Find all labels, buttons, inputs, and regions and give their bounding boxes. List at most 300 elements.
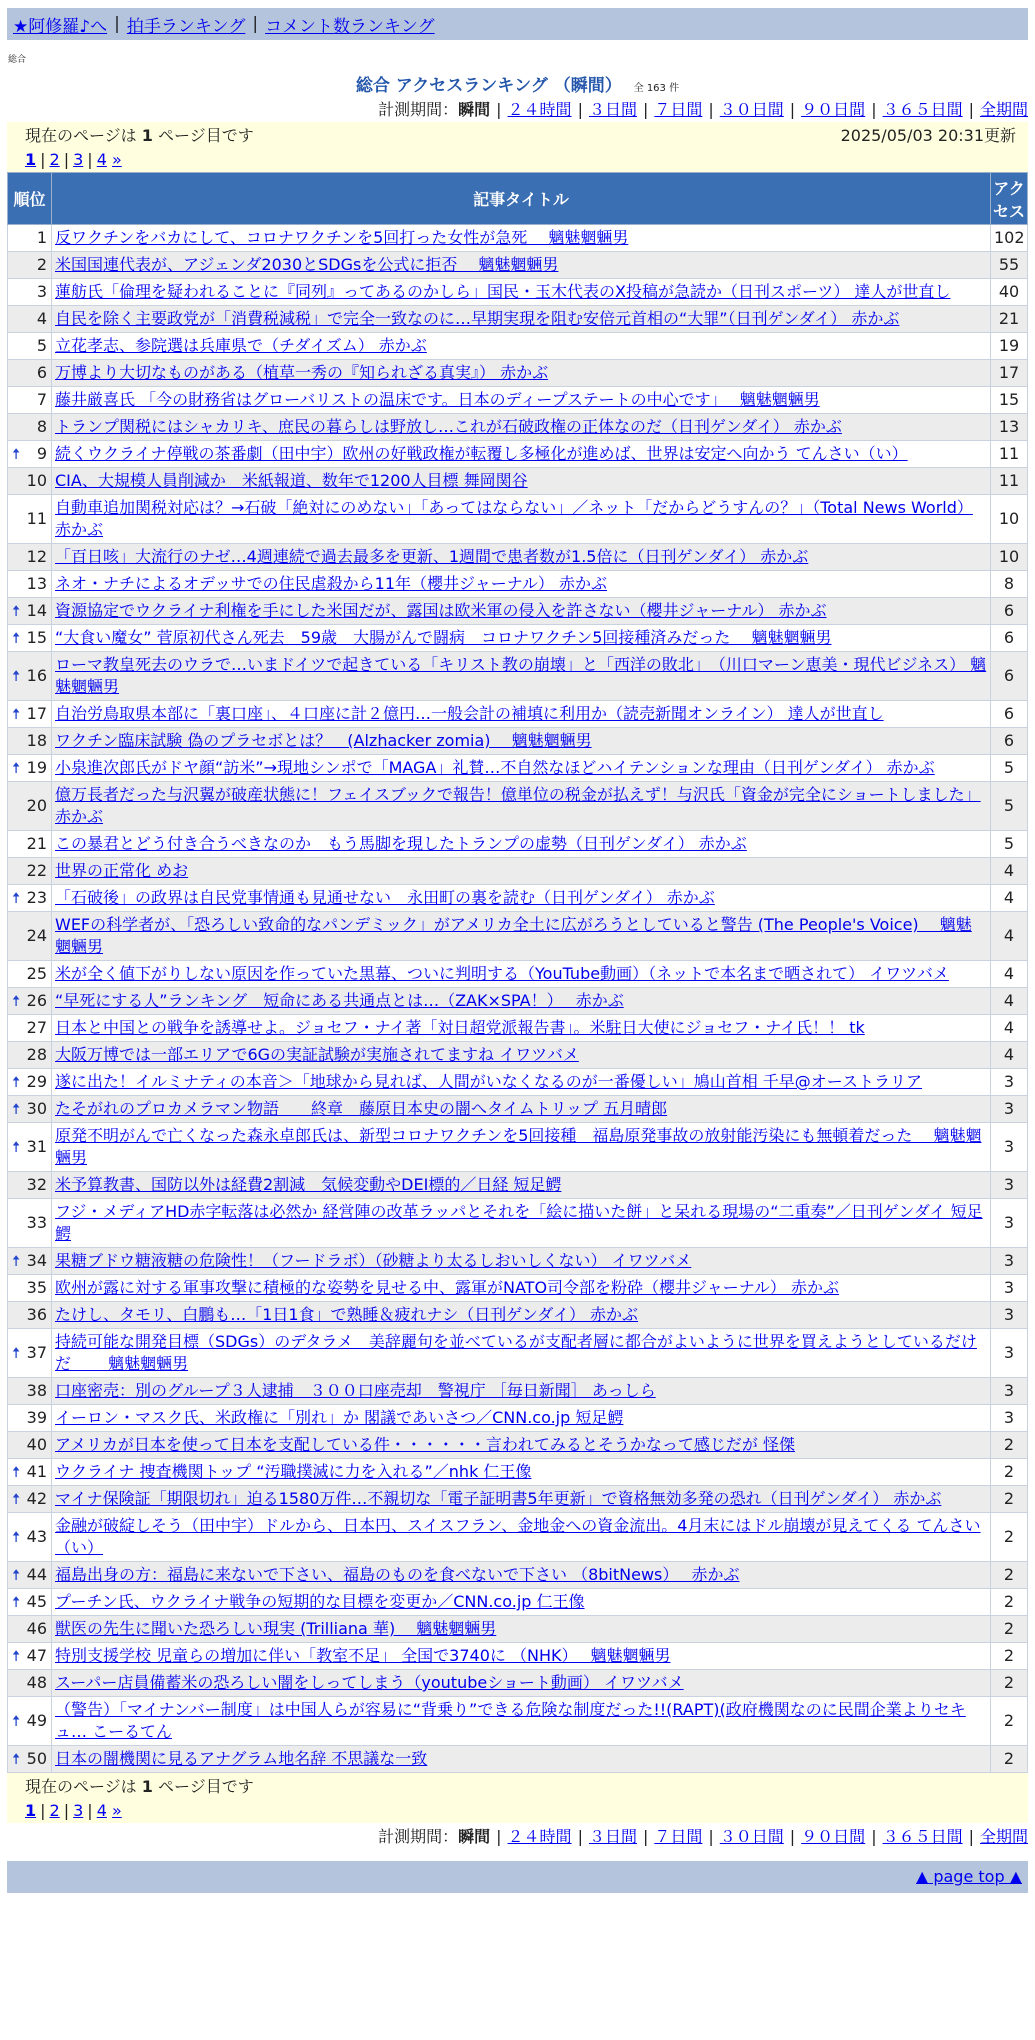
- article-title-link[interactable]: “早死にする人”ランキング 短命にある共通点とは…（ZAK×SPA！） 赤かぶ: [55, 991, 624, 1010]
- count-cell: 6: [991, 625, 1028, 652]
- title-cell: [52, 1069, 991, 1096]
- next-page-link[interactable]: »: [111, 1801, 122, 1820]
- title-cell: [52, 1562, 991, 1589]
- count-cell: 5: [991, 755, 1028, 782]
- rank-cell: [8, 360, 52, 387]
- rank-number: 3: [36, 282, 47, 301]
- title-cell: [52, 728, 991, 755]
- title-cell: [52, 468, 991, 495]
- title-cell: [52, 1643, 991, 1670]
- table-header-row: [8, 173, 1028, 225]
- title-cell: [52, 1432, 991, 1459]
- article-title-link[interactable]: 金融が破綻しそう（田中宇）ドルから、日本円、スイスフラン、金地金への資金流出。4月末にはドル崩壊が見えてくる てんさい（い）: [55, 1516, 981, 1557]
- period-separator: |: [789, 100, 796, 119]
- title-cell: [52, 1513, 991, 1562]
- nav-separator: |: [252, 14, 259, 34]
- count-cell: 2: [991, 1513, 1028, 1562]
- period-current: 瞬間: [458, 100, 491, 119]
- article-title-link[interactable]: アメリカが日本を使って日本を支配している件・・・・・・言われてみるとそうかなって感じだが 怪傑: [55, 1435, 795, 1454]
- rank-cell: [8, 387, 52, 414]
- period-link[interactable]: ３日間: [588, 1827, 637, 1846]
- rank-number: 41: [26, 1462, 47, 1481]
- table-row: [8, 306, 1028, 333]
- pager-top: [7, 122, 1028, 172]
- rank-up-icon: 🠅: [12, 1100, 21, 1118]
- title-cell: [52, 988, 991, 1015]
- rank-up-icon: 🠅: [12, 667, 21, 685]
- rank-number: 7: [36, 390, 47, 409]
- rank-number: 20: [26, 796, 47, 815]
- rank-cell: [8, 858, 52, 885]
- title-header: 記事タイトル: [52, 173, 991, 225]
- article-title-link[interactable]: 「百日咳」大流行のナゼ…4週連続で過去最多を更新、1週間で患者数が1.5倍に（日刊ゲンダイ） 赤かぶ: [55, 547, 809, 566]
- rank-cell: [8, 252, 52, 279]
- title-cell: [52, 544, 991, 571]
- article-title-link[interactable]: 資源協定でウクライナ利権を手にした米国だが、露国は欧米軍の侵入を許さない（櫻井ジャーナル） 赤かぶ: [55, 601, 827, 620]
- article-title-link[interactable]: 獣医の先生に聞いた恐ろしい現実 (Trilliana 華) 魑魅魍魎男: [55, 1619, 497, 1638]
- rank-up-icon: 🠅: [12, 1490, 21, 1508]
- rank-cell: [8, 1275, 52, 1302]
- page-links: [25, 148, 1016, 172]
- rank-number: 15: [26, 628, 47, 647]
- rank-number: 17: [26, 704, 47, 723]
- count-cell: 10: [991, 544, 1028, 571]
- rank-cell: [8, 1199, 52, 1248]
- period-link[interactable]: ３６５日間: [882, 100, 963, 119]
- table-row: [8, 831, 1028, 858]
- period-separator: |: [642, 1827, 649, 1846]
- title-cell: [52, 1459, 991, 1486]
- table-row: [8, 1015, 1028, 1042]
- rank-number: 14: [26, 601, 47, 620]
- table-row: [8, 495, 1028, 544]
- rank-number: 50: [26, 1749, 47, 1768]
- rank-number: 27: [26, 1018, 47, 1037]
- article-title-link[interactable]: 立花孝志、参院選は兵庫県で（チダイズム） 赤かぶ: [55, 336, 427, 355]
- count-cell: 3: [991, 1172, 1028, 1199]
- next-page-link[interactable]: »: [111, 150, 122, 169]
- rank-number: 10: [26, 471, 47, 490]
- updated-timestamp: 2025/05/03 20:31更新: [840, 126, 1016, 145]
- pager-status: [25, 124, 1016, 148]
- period-link[interactable]: ７日間: [654, 100, 703, 119]
- table-row: [8, 279, 1028, 306]
- title-cell: [52, 1123, 991, 1172]
- article-title-link[interactable]: 米予算教書、国防以外は経費2割減 気候変動やDEI標的／日経 短足鰐: [55, 1175, 562, 1194]
- count-cell: 2: [991, 1670, 1028, 1697]
- count-cell: 8: [991, 571, 1028, 598]
- count-cell: 3: [991, 1378, 1028, 1405]
- rank-cell: [8, 1746, 52, 1773]
- table-row: [8, 571, 1028, 598]
- rank-header: 順位: [8, 173, 52, 225]
- rank-number: 16: [26, 666, 47, 685]
- table-row: [8, 1746, 1028, 1773]
- title-cell: [52, 306, 991, 333]
- article-title-link[interactable]: 米国国連代表が、アジェンダ2030とSDGsを公式に拒否 魑魅魍魎男: [55, 255, 559, 274]
- count-cell: 15: [991, 387, 1028, 414]
- table-row: [8, 1513, 1028, 1562]
- rank-number: 32: [26, 1175, 47, 1194]
- rank-cell: [8, 885, 52, 912]
- rank-number: 21: [26, 834, 47, 853]
- rank-cell: [8, 1172, 52, 1199]
- period-link[interactable]: ３日間: [588, 100, 637, 119]
- rank-number: 26: [26, 991, 47, 1010]
- period-current: 瞬間: [458, 1827, 491, 1846]
- article-title-link[interactable]: CIA、大規模人員削減か 米紙報道、数年で1200人目標 舞岡関谷: [55, 471, 528, 490]
- period-separator: |: [789, 1827, 796, 1846]
- count-cell: 3: [991, 1405, 1028, 1432]
- article-title-link[interactable]: たそがれのプロカメラマン物語 終章 藤原日本史の闇へタイムトリップ 五月晴郎: [55, 1099, 668, 1118]
- title-cell: [52, 1275, 991, 1302]
- rank-up-icon: 🠅: [12, 1528, 21, 1546]
- page-status-text: [25, 124, 254, 148]
- count-cell: 3: [991, 1123, 1028, 1172]
- title-cell: [52, 1199, 991, 1248]
- period-link[interactable]: 全期間: [979, 100, 1028, 119]
- rank-cell: [8, 1486, 52, 1513]
- table-row: [8, 1562, 1028, 1589]
- count-cell: 2: [991, 1589, 1028, 1616]
- article-title-link[interactable]: 果糖ブドウ糖液糖の危険性！（フードラボ）（砂糖より太るしおいしくない） イワツバメ: [55, 1251, 692, 1270]
- article-title-link[interactable]: 福島出身の方：福島に来ないで下さい、福島のものを食べないで下さい （8bitNews） 赤かぶ: [55, 1565, 740, 1584]
- article-title-link[interactable]: 口座密売：別のグループ３人逮捕 ３００口座売却 警視庁 ［毎日新聞］ あっしら: [55, 1381, 656, 1400]
- table-row: [8, 1199, 1028, 1248]
- page-link[interactable]: 2: [49, 150, 60, 169]
- article-title-link[interactable]: 持続可能な開発目標（SDGs）のデタラメ 美辞麗句を並べているが支配者層に都合がよいように世界を買えようとしているだけだ 魑魅魍魎男: [55, 1332, 977, 1373]
- rank-cell: [8, 279, 52, 306]
- rank-number: 8: [36, 417, 47, 436]
- title-cell: [52, 1670, 991, 1697]
- count-cell: 4: [991, 988, 1028, 1015]
- page-link[interactable]: 2: [49, 1801, 60, 1820]
- rank-cell: [8, 333, 52, 360]
- ranking-table: [7, 172, 1028, 1773]
- rank-up-icon: 🠅: [12, 1344, 21, 1362]
- count-cell: 21: [991, 306, 1028, 333]
- title-cell: [52, 571, 991, 598]
- article-title-link[interactable]: 特別支援学校 児童らの増加に伴い「教室不足」 全国で3740に （NHK） 魑魅魍魎男: [55, 1646, 671, 1665]
- article-title-link[interactable]: 自動車追加関税対応は？→石破「絶対にのめない」「あってはならない」／ネット「だからどうすんの？」（Total News World） 赤かぶ: [55, 498, 973, 539]
- table-row: [8, 1405, 1028, 1432]
- table-row: [8, 1670, 1028, 1697]
- pager-status: [25, 1775, 1016, 1799]
- title-cell: [52, 387, 991, 414]
- rank-number: 30: [26, 1099, 47, 1118]
- article-title-link[interactable]: 万博より大切なものがある（植草一秀の『知られざる真実』） 赤かぶ: [55, 363, 549, 382]
- table-row: [8, 728, 1028, 755]
- rank-number: 39: [26, 1408, 47, 1427]
- rank-cell: [8, 1405, 52, 1432]
- period-separator: |: [708, 100, 714, 119]
- period-link[interactable]: ３６５日間: [882, 1827, 963, 1846]
- article-title-link[interactable]: スーパー店員備蓄米の恐ろしい闇をしってしまう（youtubeショート動画） イワツバメ: [55, 1673, 684, 1692]
- rank-number: 49: [26, 1711, 47, 1730]
- table-row: [8, 1172, 1028, 1199]
- count-cell: 6: [991, 701, 1028, 728]
- page-separator: |: [63, 1801, 70, 1820]
- table-row: [8, 858, 1028, 885]
- article-title-link[interactable]: 遂に出た！イルミナティの本音＞「地球から見れば、人間がいなくなるのが一番優しい」鳩山首相 千早@オーストラリア: [55, 1072, 923, 1091]
- rank-cell: [8, 728, 52, 755]
- page-link[interactable]: 4: [96, 1801, 107, 1820]
- title-cell: [52, 1248, 991, 1275]
- rank-number: 34: [26, 1251, 47, 1270]
- table-row: [8, 1275, 1028, 1302]
- rank-number: 43: [26, 1527, 47, 1546]
- title-cell: [52, 414, 991, 441]
- table-row: [8, 961, 1028, 988]
- rank-number: 40: [26, 1435, 47, 1454]
- article-title-link[interactable]: ワクチン臨床試験 偽のプラセボとは？ (Alzhacker zomia) 魑魅魍魎男: [55, 731, 592, 750]
- rank-number: 28: [26, 1045, 47, 1064]
- article-title-link[interactable]: ウクライナ 捜査機関トップ “汚職撲滅に力を入れる”／nhk 仁王像: [55, 1462, 532, 1481]
- rank-cell: [8, 1616, 52, 1643]
- page-separator: |: [87, 150, 93, 169]
- article-title-link[interactable]: 自治労鳥取県本部に「裏口座」、４口座に計２億円…一般会計の補填に利用か（読売新聞オンライン） 達人が世直し: [55, 704, 884, 723]
- title-cell: [52, 755, 991, 782]
- section-label: 総合: [8, 55, 27, 65]
- page-text-before: 現在のページは: [25, 126, 137, 145]
- period-link[interactable]: ２４時間: [507, 1827, 572, 1846]
- page-separator: |: [87, 1801, 93, 1820]
- rank-cell: [8, 988, 52, 1015]
- table-row: [8, 1459, 1028, 1486]
- period-link[interactable]: ９０日間: [801, 1827, 866, 1846]
- period-link[interactable]: 全期間: [979, 1827, 1028, 1846]
- rank-cell: [8, 755, 52, 782]
- rank-cell: [8, 598, 52, 625]
- article-title-link[interactable]: WEFの科学者が、「恐ろしい致命的なパンデミック」がアメリカ全土に広がろうとしていると警告 (The People's Voice) 魑魅魍魎男: [55, 915, 972, 956]
- rank-cell: [8, 1248, 52, 1275]
- count-cell: 13: [991, 414, 1028, 441]
- page-separator: |: [40, 150, 46, 169]
- count-cell: 2: [991, 1459, 1028, 1486]
- period-separator: |: [496, 1827, 502, 1846]
- page-text-after: ページ目です: [158, 1777, 254, 1796]
- rank-number: 5: [36, 336, 47, 355]
- article-title-link[interactable]: 原発不明がんで亡くなった森永卓郎氏は、新型コロナワクチンを5回接種 福島原発事故の放射能汚染にも無頓着だった 魑魅魍魎男: [55, 1126, 982, 1167]
- top-nav-bar: [7, 8, 1028, 40]
- count-cell: 10: [991, 495, 1028, 544]
- rank-number: 42: [26, 1489, 47, 1508]
- rank-cell: [8, 1302, 52, 1329]
- rank-up-icon: 🠅: [12, 1138, 21, 1156]
- rank-number: 46: [26, 1619, 47, 1638]
- table-row: [8, 1329, 1028, 1378]
- applause-ranking-link[interactable]: 拍手ランキング: [126, 16, 246, 37]
- page-top-link[interactable]: ▲ page top ▲: [915, 1867, 1022, 1886]
- rank-number: 9: [36, 444, 47, 463]
- title-cell: [52, 495, 991, 544]
- rank-cell: [8, 1643, 52, 1670]
- table-row: [8, 598, 1028, 625]
- title-cell: [52, 333, 991, 360]
- title-cell: [52, 441, 991, 468]
- rank-cell: [8, 1459, 52, 1486]
- rank-cell: [8, 571, 52, 598]
- count-cell: 19: [991, 333, 1028, 360]
- rank-cell: [8, 1378, 52, 1405]
- rank-up-icon: 🠅: [12, 705, 21, 723]
- title-cell: [52, 1329, 991, 1378]
- period-separator: |: [642, 100, 649, 119]
- rank-number: 1: [36, 228, 47, 247]
- article-title-link[interactable]: フジ・メディアHD赤字転落は必然か 経営陣の改革ラッパとそれを「絵に描いた餅」と呆れる現場の“二重奏”／日刊ゲンダイ 短足鰐: [55, 1202, 983, 1243]
- rank-up-icon: 🠅: [12, 759, 21, 777]
- period-link[interactable]: ３０日間: [719, 100, 784, 119]
- article-title-link[interactable]: “大食い魔女” 菅原初代さん死去 59歳 大腸がんで闘病 コロナワクチン5回接種済みだった 魑魅魍魎男: [55, 628, 832, 647]
- article-title-link[interactable]: 日本と中国との戦争を誘導せよ。ジョセフ・ナイ著「対日超党派報告書」。米駐日大使にジョセフ・ナイ氏！！ tk: [55, 1018, 865, 1037]
- title-cell: [52, 961, 991, 988]
- period-label: 計測期間：: [378, 1827, 459, 1846]
- count-header: アクセス: [991, 173, 1028, 225]
- article-title-link[interactable]: 日本の闇機関に見るアナグラム地名辞 不思議な一致: [55, 1749, 428, 1768]
- comment-ranking-link[interactable]: コメント数ランキング: [265, 16, 435, 37]
- home-link[interactable]: ★阿修羅♪へ: [13, 16, 108, 37]
- rank-cell: [8, 1015, 52, 1042]
- page-link[interactable]: 4: [96, 150, 107, 169]
- article-title-link[interactable]: イーロン・マスク氏、米政権に「別れ」か 閣議であいさつ／CNN.co.jp 短足鰐: [55, 1408, 624, 1427]
- page-link[interactable]: 1: [25, 1801, 37, 1820]
- title-cell: [52, 1302, 991, 1329]
- period-separator: |: [871, 1827, 877, 1846]
- title-cell: [52, 360, 991, 387]
- article-title-link[interactable]: プーチン氏、ウクライナ戦争の短期的な目標を変更か／CNN.co.jp 仁王像: [55, 1592, 585, 1611]
- page-link[interactable]: 3: [73, 1801, 84, 1820]
- title-cell: [52, 912, 991, 961]
- article-title-link[interactable]: マイナ保険証「期限切れ」迫る1580万件…不親切な「電子証明書5年更新」で資格無効多発の恐れ（日刊ゲンダイ） 赤かぶ: [55, 1489, 942, 1508]
- rank-cell: [8, 1697, 52, 1746]
- rank-number: 35: [26, 1278, 47, 1297]
- count-cell: 3: [991, 1069, 1028, 1096]
- article-title-link[interactable]: 自民を除く主要政党が「消費税減税」で完全一致なのに…早期実現を阻む安倍元首相の“大罪”（日刊ゲンダイ） 赤かぶ: [55, 309, 900, 328]
- rank-cell: [8, 1432, 52, 1459]
- article-title-link[interactable]: 小泉進次郎氏がドヤ顔“訪米”→現地シンポで「MAGA」礼賛…不自然なほどハイテンションな理由（日刊ゲンダイ） 赤かぶ: [55, 758, 935, 777]
- period-link[interactable]: ３０日間: [719, 1827, 784, 1846]
- article-title-link[interactable]: たけし、タモリ、白鵬も…「1日1食」で熟睡＆疲れナシ（日刊ゲンダイ） 赤かぶ: [55, 1305, 639, 1324]
- title-cell: [52, 279, 991, 306]
- count-cell: 4: [991, 885, 1028, 912]
- title-cell: [52, 1042, 991, 1069]
- period-separator: |: [871, 100, 877, 119]
- period-link[interactable]: ７日間: [654, 1827, 703, 1846]
- article-title-link[interactable]: 世界の正常化 めお: [55, 861, 189, 880]
- article-title-link[interactable]: この暴君とどう付き合うべきなのか もう馬脚を現したトランプの虚勢（日刊ゲンダイ） 赤かぶ: [55, 834, 747, 853]
- table-row: [8, 225, 1028, 252]
- article-title-link[interactable]: 「石破後」の政界は自民党事情通も見通せない 永田町の裏を読む（日刊ゲンダイ） 赤かぶ: [55, 888, 715, 907]
- rank-up-icon: 🠅: [12, 992, 21, 1010]
- rank-up-icon: 🠅: [12, 889, 21, 907]
- period-separator: |: [708, 1827, 714, 1846]
- rank-cell: [8, 1589, 52, 1616]
- title-cell: [52, 1616, 991, 1643]
- article-title-link[interactable]: ローマ教皇死去のウラで…いまドイツで起きている「キリスト教の崩壊」と「西洋の敗北」 （川口マーン恵美・現代ビジネス） 魑魅魍魎男: [55, 655, 987, 696]
- article-title-link[interactable]: （警告）「マイナンバー制度」は中国人らが容易に“背乗り”できる危険な制度だった!!(RAPT)(政府機関なのに民間企業よりセキュ… こーるてん: [55, 1700, 966, 1741]
- rank-number: 29: [26, 1072, 47, 1091]
- current-page-number: 1: [141, 126, 153, 145]
- article-title-link[interactable]: 藤井厳喜氏 「今の財務省はグローバリストの温床です。日本のディープステートの中心です」 魑魅魍魎男: [55, 390, 820, 409]
- rank-cell: [8, 652, 52, 701]
- count-cell: 11: [991, 441, 1028, 468]
- article-title-link[interactable]: 蓮舫氏「倫理を疑われることに『同列』ってあるのかしら」国民・玉木代表のX投稿が急読か（日刊スポーツ） 達人が世直し: [55, 282, 951, 301]
- table-row: [8, 441, 1028, 468]
- count-cell: 3: [991, 1302, 1028, 1329]
- table-row: [8, 625, 1028, 652]
- rank-cell: [8, 1123, 52, 1172]
- article-title-link[interactable]: 欧州が露に対する軍事攻撃に積極的な姿勢を見せる中、露軍がNATO司令部を粉砕（櫻井ジャーナル） 赤かぶ: [55, 1278, 840, 1297]
- rank-cell: [8, 544, 52, 571]
- table-row: [8, 252, 1028, 279]
- page-link[interactable]: 3: [73, 150, 84, 169]
- rank-number: 2: [36, 255, 47, 274]
- rank-cell: [8, 961, 52, 988]
- rank-cell: [8, 831, 52, 858]
- article-title-link[interactable]: 大阪万博では一部エリアで6Gの実証試験が実施されてますね イワツバメ: [55, 1045, 579, 1064]
- rank-number: 13: [26, 574, 47, 593]
- rank-number: 25: [26, 964, 47, 983]
- rank-up-icon: 🠅: [12, 602, 21, 620]
- article-title-link[interactable]: ネオ・ナチによるオデッサでの住民虐殺から11年（櫻井ジャーナル） 赤かぶ: [55, 574, 608, 593]
- title-cell: [52, 701, 991, 728]
- period-selector: [7, 98, 1028, 122]
- table-row: [8, 1486, 1028, 1513]
- rank-cell: [8, 701, 52, 728]
- rank-number: 22: [26, 861, 47, 880]
- count-cell: 3: [991, 1248, 1028, 1275]
- table-row: [8, 652, 1028, 701]
- title-cell: [52, 598, 991, 625]
- period-label: 計測期間：: [378, 100, 459, 119]
- rank-up-icon: 🠅: [12, 1647, 21, 1665]
- rank-cell: [8, 1042, 52, 1069]
- title-cell: [52, 252, 991, 279]
- page-text-before: 現在のページは: [25, 1777, 137, 1796]
- table-row: [8, 1096, 1028, 1123]
- count-cell: 4: [991, 1042, 1028, 1069]
- period-separator: |: [577, 100, 583, 119]
- rank-up-icon: 🠅: [12, 1463, 21, 1481]
- count-cell: 2: [991, 1746, 1028, 1773]
- count-cell: 2: [991, 1643, 1028, 1670]
- period-selector-bottom: [7, 1825, 1028, 1849]
- article-title-link[interactable]: トランプ関税にはシャカリキ、庶民の暮らしは野放し…これが石破政権の正体なのだ（日刊ゲンダイ） 赤かぶ: [55, 417, 842, 436]
- rank-number: 31: [26, 1137, 47, 1156]
- article-title-link[interactable]: 米が全く値下がりしない原因を作っていた黒幕、ついに判明する（YouTube動画）（ネットで本名まで晒されて） イワツバメ: [55, 964, 949, 983]
- period-link[interactable]: ２４時間: [507, 100, 572, 119]
- period-separator: |: [496, 100, 502, 119]
- total-count: 全 163 件: [633, 83, 680, 94]
- table-row: [8, 1042, 1028, 1069]
- count-cell: 3: [991, 1096, 1028, 1123]
- page-separator: |: [40, 1801, 46, 1820]
- period-link[interactable]: ９０日間: [801, 100, 866, 119]
- rank-number: 18: [26, 731, 47, 750]
- count-cell: 6: [991, 652, 1028, 701]
- rank-cell: [8, 1329, 52, 1378]
- current-page-number: 1: [141, 1777, 153, 1796]
- rank-number: 6: [36, 363, 47, 382]
- article-title-link[interactable]: 億万長者だった与沢翼が破産状態に！フェイスブックで報告！億単位の税金が払えず！与沢氏「資金が完全にショートしました」 赤かぶ: [55, 785, 981, 826]
- table-row: [8, 988, 1028, 1015]
- rank-number: 4: [36, 309, 47, 328]
- count-cell: 6: [991, 598, 1028, 625]
- article-title-link[interactable]: 反ワクチンをバカにして、コロナワクチンを5回打った女性が急死 魑魅魍魎男: [55, 228, 629, 247]
- article-title-link[interactable]: 続くウクライナ停戦の茶番劇（田中宇）欧州の好戦政権が転覆し多極化が進めば、世界は安定へ向かう てんさい（い）: [55, 444, 908, 463]
- rank-number: 33: [26, 1213, 47, 1232]
- page-link[interactable]: 1: [25, 150, 37, 169]
